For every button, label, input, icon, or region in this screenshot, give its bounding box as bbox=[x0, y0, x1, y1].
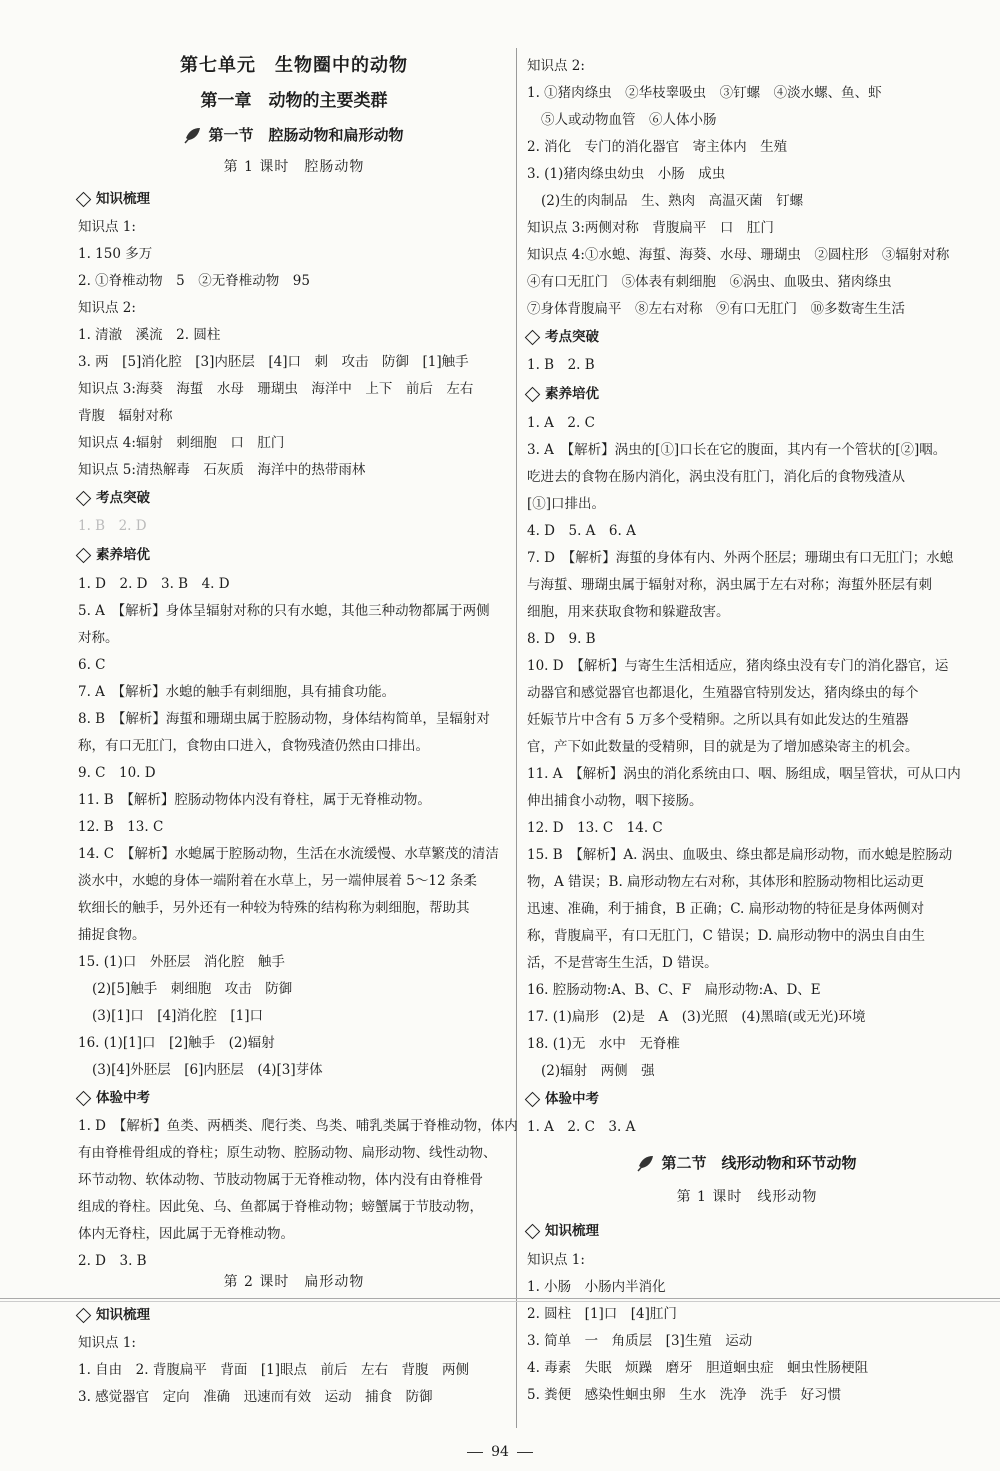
text-line: 知识点 1: bbox=[527, 1252, 585, 1268]
text-line: 11. A 【解析】涡虫的消化系统由口、咽、肠组成，咽呈管状，可从口内 bbox=[527, 766, 961, 782]
lesson-title: 第 1 课时 线形动物 bbox=[676, 1189, 818, 1205]
text-line: 4. 毒素 失眠 烦躁 磨牙 胆道蛔虫症 蛔虫性肠梗阻 bbox=[527, 1360, 869, 1376]
section2-title-text: 第二节 线形动物和环节动物 bbox=[661, 1154, 857, 1172]
text-line: 活，不是营寄生生活，D 错误。 bbox=[527, 955, 718, 971]
text-line: 1. 清澈 溪流 2. 圆柱 bbox=[78, 327, 221, 343]
page-rule-secondary bbox=[0, 1301, 1000, 1302]
text-line: 16. 腔肠动物:A、B、C、F 扁形动物:A、D、E bbox=[527, 982, 821, 998]
diamond-icon bbox=[76, 490, 92, 506]
text-line: 8. B 【解析】海蜇和珊瑚虫属于腔肠动物，身体结构简单，呈辐射对 bbox=[78, 711, 490, 727]
heading-text: 知识梳理 bbox=[545, 1223, 599, 1239]
breakthrough-heading bbox=[527, 328, 599, 346]
text-line: 知识点 4:辐射 刺细胞 口 肛门 bbox=[78, 435, 285, 451]
lesson1-title: 第 1 课时 腔肠动物 bbox=[223, 159, 365, 175]
column-divider bbox=[516, 48, 517, 1428]
text-line: 称，背腹扁平，有口无肛门，C 错误；D. 扁形动物中的涡虫自由生 bbox=[527, 928, 926, 944]
text-line: 妊娠节片中含有 5 万多个受精卵。之所以具有如此发达的生殖器 bbox=[527, 712, 909, 728]
text-line: 5. A 【解析】身体呈辐射对称的只有水螅，其他三种动物都属于两侧 bbox=[78, 603, 490, 619]
heading-text: 知识梳理 bbox=[96, 191, 150, 207]
dash-right bbox=[517, 1452, 533, 1453]
text-line: 1. 自由 2. 背腹扁平 背面 [1]眼点 前后 左右 背腹 两侧 bbox=[78, 1362, 469, 1378]
text-line: ⑦身体背腹扁平 ⑧左右对称 ⑨有口无肛门 ⑩多数寄生生活 bbox=[527, 301, 905, 317]
text-line: 1. 150 多万 bbox=[78, 246, 153, 262]
text-line: 知识点 4:①水螅、海蜇、海葵、水母、珊瑚虫 ②圆柱形 ③辐射对称 bbox=[527, 247, 950, 263]
text-line: 知识点 2: bbox=[527, 58, 585, 74]
text-line: 11. B 【解析】腔肠动物体内没有脊柱，属于无脊椎动物。 bbox=[78, 792, 431, 808]
text-line: 1. B 2. B bbox=[527, 357, 595, 373]
text-line: 伸出捕食小动物，咽下接肠。 bbox=[527, 793, 703, 809]
heading-text: 知识梳理 bbox=[96, 1307, 150, 1323]
text-line: 10. D 【解析】与寄生生活相适应，猪肉绦虫没有专门的消化器官，运 bbox=[527, 658, 949, 674]
text-line: 17. (1)扁形 (2)是 A (3)光照 (4)黑暗(或无光)环境 bbox=[527, 1009, 866, 1025]
text-line: 1. D 【解析】鱼类、两栖类、爬行类、鸟类、哺乳类属于脊椎动物，体内 bbox=[78, 1118, 518, 1134]
text-line: 1. D 2. D 3. B 4. D bbox=[78, 576, 230, 592]
heading-text: 素养培优 bbox=[545, 386, 599, 402]
text-line: 知识点 5:清热解毒 石灰质 海洋中的热带雨林 bbox=[78, 462, 366, 478]
diamond-icon bbox=[525, 386, 541, 402]
text-line: 14. C 【解析】水螅属于腔肠动物，生活在水流缓慢、水草繁茂的清洁 bbox=[78, 846, 499, 862]
chapter-title: 第一章 动物的主要类群 bbox=[200, 91, 388, 111]
unit-title: 第七单元 生物圈中的动物 bbox=[180, 55, 408, 76]
text-line: 1. ①猪肉绦虫 ②华枝睾吸虫 ③钉螺 ④淡水螺、鱼、虾 bbox=[527, 85, 882, 101]
text-line: (2)辐射 两侧 强 bbox=[541, 1063, 655, 1079]
diamond-icon bbox=[525, 1091, 541, 1107]
text-line: ④有口无肛门 ⑤体表有刺细胞 ⑥涡虫、血吸虫、猪肉绦虫 bbox=[527, 274, 892, 290]
knowledge-heading bbox=[78, 190, 150, 208]
page-rule bbox=[0, 1298, 1000, 1299]
text-line: 有由脊椎骨组成的脊柱；原生动物、腔肠动物、扁形动物、线性动物、 bbox=[78, 1145, 497, 1161]
cultivate-heading bbox=[78, 546, 150, 564]
text-line: 动器官和感觉器官也都退化，生殖器官特别发达，猪肉绦虫的每个 bbox=[527, 685, 919, 701]
heading-text: 考点突破 bbox=[545, 329, 599, 345]
text-line: 2. ①脊椎动物 5 ②无脊椎动物 95 bbox=[78, 273, 310, 289]
text-line: 环节动物、软体动物、节肢动物属于无脊椎动物，体内没有由脊椎骨 bbox=[78, 1172, 483, 1188]
text-line: 1. 小肠 小肠内半消化 bbox=[527, 1279, 666, 1295]
leaf-icon bbox=[637, 1154, 655, 1172]
text-line: 2. 圆柱 [1]口 [4]肛门 bbox=[527, 1306, 677, 1322]
exam-heading bbox=[78, 1089, 150, 1107]
text-line: 3. A 【解析】涡虫的[①]口长在它的腹面，其内有一个管状的[②]咽。 bbox=[527, 442, 947, 458]
cultivate-heading bbox=[527, 385, 599, 403]
text-line: 15. B 【解析】A. 涡虫、血吸虫、绦虫都是扁形动物，而水螅是腔肠动 bbox=[527, 847, 953, 863]
text-line: ⑤人或动物血管 ⑥人体小肠 bbox=[541, 112, 717, 128]
text-line: 细胞，用来获取食物和躲避敌害。 bbox=[527, 604, 730, 620]
text-line: (3)[1]口 [4]消化腔 [1]口 bbox=[92, 1008, 263, 1024]
diamond-icon bbox=[76, 1090, 92, 1106]
leaf-icon bbox=[184, 126, 202, 144]
text-line: 6. C bbox=[78, 657, 106, 673]
text-line: (2)[5]触手 刺细胞 攻击 防御 bbox=[92, 981, 293, 997]
page-number-text: 94 bbox=[491, 1444, 509, 1460]
text-line: 吃进去的食物在肠内消化，涡虫没有肛门，消化后的食物残渣从 bbox=[527, 469, 905, 485]
text-line: 体内无脊柱，因此属于无脊椎动物。 bbox=[78, 1226, 294, 1242]
section2-title bbox=[527, 1154, 967, 1172]
text-line: 1. A 2. C 3. A bbox=[527, 1119, 636, 1135]
text-line: 组成的脊柱。因此兔、乌、鱼都属于脊椎动物；螃蟹属于节肢动物， bbox=[78, 1199, 483, 1215]
diamond-icon bbox=[76, 547, 92, 563]
dash-left bbox=[467, 1452, 483, 1453]
heading-text: 素养培优 bbox=[96, 547, 150, 563]
text-line: 12. B 13. C bbox=[78, 819, 164, 835]
text-line: 12. D 13. C 14. C bbox=[527, 820, 663, 836]
text-line: 对称。 bbox=[78, 630, 119, 646]
text-line: 背腹 辐射对称 bbox=[78, 408, 173, 424]
text-line: 知识点 3:海葵 海蜇 水母 珊瑚虫 海洋中 上下 前后 左右 bbox=[78, 381, 474, 397]
diamond-icon bbox=[525, 1223, 541, 1239]
heading-text: 体验中考 bbox=[96, 1090, 150, 1106]
text-line: (3)[4]外胚层 [6]内胚层 (4)[3]芽体 bbox=[92, 1062, 323, 1078]
text-line: 2. 消化 专门的消化器官 寄主体内 生殖 bbox=[527, 139, 788, 155]
section-title bbox=[78, 126, 510, 144]
diamond-icon bbox=[76, 191, 92, 207]
text-line: 16. (1)[1]口 [2]触手 (2)辐射 bbox=[78, 1035, 275, 1051]
heading-text: 考点突破 bbox=[96, 490, 150, 506]
text-line: 15. (1)口 外胚层 消化腔 触手 bbox=[78, 954, 285, 970]
page-number bbox=[0, 1444, 1000, 1460]
heading-text: 体验中考 bbox=[545, 1091, 599, 1107]
text-line: 3. 简单 一 角质层 [3]生殖 运动 bbox=[527, 1333, 753, 1349]
breakthrough-heading bbox=[78, 489, 150, 507]
text-line: 软细长的触手，另外还有一种较为特殊的结构称为刺细胞，帮助其 bbox=[78, 900, 470, 916]
text-line: 物，A 错误；B. 扁形动物左右对称，其体形和腔肠动物相比运动更 bbox=[527, 874, 925, 890]
text-line: 官，产下如此数量的受精卵，目的就是为了增加感染寄主的机会。 bbox=[527, 739, 919, 755]
text-line: 知识点 1: bbox=[78, 219, 136, 235]
section-title-text: 第一节 腔肠动物和扁形动物 bbox=[208, 126, 404, 144]
text-line: 知识点 2: bbox=[78, 300, 136, 316]
text-line: 知识点 1: bbox=[78, 1335, 136, 1351]
text-line: 5. 粪便 感染性蛔虫卵 生水 洗净 洗手 好习惯 bbox=[527, 1387, 842, 1403]
knowledge2-heading bbox=[78, 1306, 150, 1324]
text-line: [①]口排出。 bbox=[527, 496, 606, 512]
text-line: 称，有口无肛门，食物由口进入，食物残渣仍然由口排出。 bbox=[78, 738, 429, 754]
text-line: 1. B 2. D bbox=[78, 518, 147, 534]
text-line: 淡水中，水螅的身体一端附着在水草上，另一端伸展着 5～12 条柔 bbox=[78, 873, 477, 889]
text-line: 2. D 3. B bbox=[78, 1253, 147, 1269]
text-line: 迅速、准确，利于捕食，B 正确；C. 扁形动物的特征是身体两侧对 bbox=[527, 901, 925, 917]
text-line: 3. (1)猪肉绦虫幼虫 小肠 成虫 bbox=[527, 166, 726, 182]
text-line: 3. 感觉器官 定向 准确 迅速而有效 运动 捕食 防御 bbox=[78, 1389, 433, 1405]
text-line: 知识点 3:两侧对称 背腹扁平 口 肛门 bbox=[527, 220, 774, 236]
text-line: 1. A 2. C bbox=[527, 415, 595, 431]
text-line: 3. 两 [5]消化腔 [3]内胚层 [4]口 刺 攻击 防御 [1]触手 bbox=[78, 354, 469, 370]
text-line: 与海蜇、珊瑚虫属于辐射对称，涡虫属于左右对称；海蜇外胚层有刺 bbox=[527, 577, 932, 593]
diamond-icon bbox=[525, 329, 541, 345]
text-line: 7. D 【解析】海蜇的身体有内、外两个胚层；珊瑚虫有口无肛门；水螅 bbox=[527, 550, 954, 566]
text-line: (2)生的肉制品 生、熟肉 高温灭菌 钉螺 bbox=[541, 193, 804, 209]
text-line: 8. D 9. B bbox=[527, 631, 596, 647]
text-line: 18. (1)无 水中 无脊椎 bbox=[527, 1036, 680, 1052]
text-line: 7. A 【解析】水螅的触手有刺细胞，具有捕食功能。 bbox=[78, 684, 396, 700]
knowledge-heading bbox=[527, 1222, 599, 1240]
exam-heading bbox=[527, 1090, 599, 1108]
diamond-icon bbox=[76, 1307, 92, 1323]
text-line: 9. C 10. D bbox=[78, 765, 156, 781]
text-line: 4. D 5. A 6. A bbox=[527, 523, 636, 539]
text-line: 捕捉食物。 bbox=[78, 927, 146, 943]
lesson2-title: 第 2 课时 扁形动物 bbox=[223, 1274, 365, 1290]
